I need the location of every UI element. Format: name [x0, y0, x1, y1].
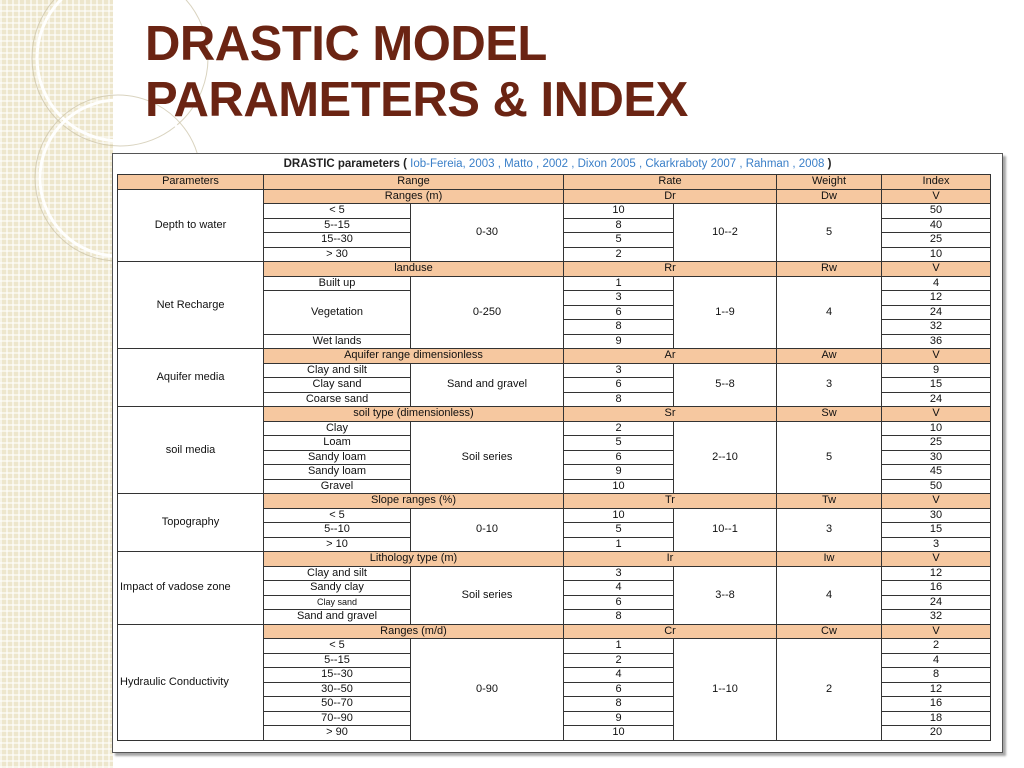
range-value: Vegetation: [264, 291, 411, 335]
group-range-header: landuse: [264, 262, 564, 277]
table-header-row: [118, 175, 991, 190]
index-value: 36: [882, 334, 991, 349]
range-value: 5--10: [264, 523, 411, 538]
rate-value: 10: [564, 204, 674, 219]
range-value: Sandy loam: [264, 465, 411, 480]
index-value: 40: [882, 218, 991, 233]
group-range-header: Ranges (m/d): [264, 624, 564, 639]
rate-range: 10--1: [674, 508, 777, 552]
weight-value: 2: [777, 639, 882, 741]
index-value: 12: [882, 566, 991, 581]
slide-title-line-2: PARAMETERS & INDEX: [145, 73, 688, 127]
group-weight-header: Dw: [777, 189, 882, 204]
parameter-name: Net Recharge: [118, 262, 264, 349]
rate-value: 9: [564, 465, 674, 480]
rate-range: 10--2: [674, 204, 777, 262]
group-weight-header: Cw: [777, 624, 882, 639]
group-index-header: V: [882, 494, 991, 509]
range-value: Sandy loam: [264, 450, 411, 465]
range-value: Clay and silt: [264, 363, 411, 378]
rate-value: 8: [564, 392, 674, 407]
range-value: Sandy clay: [264, 581, 411, 596]
group-header-row: [118, 494, 991, 509]
range-value: Clay and silt: [264, 566, 411, 581]
group-index-header: V: [882, 407, 991, 422]
rate-value: 3: [564, 291, 674, 306]
slide-title-line-1: DRASTIC MODEL: [145, 17, 547, 71]
index-value: 15: [882, 378, 991, 393]
index-value: 24: [882, 392, 991, 407]
parameter-name: Aquifer media: [118, 349, 264, 407]
rate-value: 5: [564, 233, 674, 248]
caption-suffix: ): [827, 158, 832, 170]
group-header-row: [118, 349, 991, 364]
col-header-weight: Weight: [777, 175, 882, 190]
rate-value: 10: [564, 508, 674, 523]
index-value: 50: [882, 479, 991, 494]
group-range-header: Aquifer range dimensionless: [264, 349, 564, 364]
drastic-table-image: [112, 153, 1003, 753]
rate-value: 9: [564, 334, 674, 349]
index-value: 2: [882, 639, 991, 654]
index-value: 32: [882, 320, 991, 335]
overall-range: 0-90: [411, 639, 564, 741]
range-value: < 5: [264, 639, 411, 654]
range-value: Clay sand: [264, 595, 411, 610]
caption-references: Iob-Fereia, 2003 , Matto , 2002 , Dixon 2005 , Ckarkraboty 2007 , Rahman , 2008: [410, 158, 825, 170]
index-value: 16: [882, 697, 991, 712]
index-value: 18: [882, 711, 991, 726]
index-value: 24: [882, 595, 991, 610]
weight-value: 5: [777, 204, 882, 262]
rate-value: 1: [564, 276, 674, 291]
slide-title: [145, 16, 688, 128]
group-index-header: V: [882, 189, 991, 204]
parameter-name: Hydraulic Conductivity: [118, 624, 264, 740]
index-value: 16: [882, 581, 991, 596]
group-range-header: Lithology type (m): [264, 552, 564, 567]
group-range-header: Ranges (m): [264, 189, 564, 204]
group-rate-header: Cr: [564, 624, 777, 639]
drastic-parameters-table: [117, 174, 991, 741]
range-value: < 5: [264, 204, 411, 219]
col-header-rate: Rate: [564, 175, 777, 190]
group-weight-header: Aw: [777, 349, 882, 364]
range-value: < 5: [264, 508, 411, 523]
parameter-name: soil media: [118, 407, 264, 494]
rate-value: 4: [564, 581, 674, 596]
rate-value: 6: [564, 595, 674, 610]
overall-range: 0-10: [411, 508, 564, 552]
range-value: > 30: [264, 247, 411, 262]
range-value: 30--50: [264, 682, 411, 697]
group-index-header: V: [882, 624, 991, 639]
table-caption: [113, 158, 1002, 170]
index-value: 9: [882, 363, 991, 378]
rate-range: 5--8: [674, 363, 777, 407]
group-weight-header: Sw: [777, 407, 882, 422]
rate-value: 2: [564, 421, 674, 436]
index-value: 20: [882, 726, 991, 741]
parameter-name: Depth to water: [118, 189, 264, 262]
rate-value: 5: [564, 436, 674, 451]
index-value: 10: [882, 421, 991, 436]
rate-range: 1--9: [674, 276, 777, 349]
rate-value: 8: [564, 218, 674, 233]
range-value: 50--70: [264, 697, 411, 712]
rate-value: 6: [564, 682, 674, 697]
index-value: 12: [882, 291, 991, 306]
parameter-name: Impact of vadose zone: [118, 552, 264, 625]
rate-value: 6: [564, 378, 674, 393]
range-value: Coarse sand: [264, 392, 411, 407]
group-index-header: V: [882, 552, 991, 567]
range-value: Loam: [264, 436, 411, 451]
group-weight-header: Iw: [777, 552, 882, 567]
rate-value: 3: [564, 363, 674, 378]
rate-range: 3--8: [674, 566, 777, 624]
index-value: 3: [882, 537, 991, 552]
range-value: 5--15: [264, 653, 411, 668]
index-value: 24: [882, 305, 991, 320]
group-rate-header: Ar: [564, 349, 777, 364]
weight-value: 4: [777, 566, 882, 624]
rate-value: 2: [564, 247, 674, 262]
group-rate-header: Tr: [564, 494, 777, 509]
index-value: 32: [882, 610, 991, 625]
group-header-row: [118, 624, 991, 639]
index-value: 4: [882, 276, 991, 291]
range-value: Gravel: [264, 479, 411, 494]
range-value: 15--30: [264, 668, 411, 683]
index-value: 15: [882, 523, 991, 538]
range-value: Sand and gravel: [264, 610, 411, 625]
overall-range: Soil series: [411, 566, 564, 624]
index-value: 45: [882, 465, 991, 480]
index-value: 4: [882, 653, 991, 668]
group-weight-header: Tw: [777, 494, 882, 509]
index-value: 30: [882, 508, 991, 523]
rate-value: 8: [564, 610, 674, 625]
rate-range: 2--10: [674, 421, 777, 494]
overall-range: 0-30: [411, 204, 564, 262]
range-value: > 10: [264, 537, 411, 552]
range-value: 15--30: [264, 233, 411, 248]
rate-range: 1--10: [674, 639, 777, 741]
index-value: 25: [882, 233, 991, 248]
col-header-parameters: Parameters: [118, 175, 264, 190]
group-range-header: Slope ranges (%): [264, 494, 564, 509]
index-value: 10: [882, 247, 991, 262]
group-index-header: V: [882, 262, 991, 277]
range-value: Wet lands: [264, 334, 411, 349]
range-value: 5--15: [264, 218, 411, 233]
rate-value: 2: [564, 653, 674, 668]
overall-range: Soil series: [411, 421, 564, 494]
col-header-index: Index: [882, 175, 991, 190]
rate-value: 5: [564, 523, 674, 538]
range-value: > 90: [264, 726, 411, 741]
group-weight-header: Rw: [777, 262, 882, 277]
group-header-row: [118, 552, 991, 567]
weight-value: 4: [777, 276, 882, 349]
group-rate-header: Rr: [564, 262, 777, 277]
rate-value: 10: [564, 479, 674, 494]
group-header-row: [118, 262, 991, 277]
range-value: Built up: [264, 276, 411, 291]
index-value: 25: [882, 436, 991, 451]
rate-value: 8: [564, 320, 674, 335]
rate-value: 8: [564, 697, 674, 712]
range-value: 70--90: [264, 711, 411, 726]
index-value: 30: [882, 450, 991, 465]
overall-range: Sand and gravel: [411, 363, 564, 407]
group-range-header: soil type (dimensionless): [264, 407, 564, 422]
group-header-row: [118, 189, 991, 204]
rate-value: 4: [564, 668, 674, 683]
weight-value: 3: [777, 508, 882, 552]
rate-value: 9: [564, 711, 674, 726]
rate-value: 6: [564, 305, 674, 320]
rate-value: 3: [564, 566, 674, 581]
weight-value: 3: [777, 363, 882, 407]
group-index-header: V: [882, 349, 991, 364]
group-rate-header: Ir: [564, 552, 777, 567]
index-value: 8: [882, 668, 991, 683]
rate-value: 1: [564, 537, 674, 552]
col-header-range: Range: [264, 175, 564, 190]
rate-value: 6: [564, 450, 674, 465]
group-header-row: [118, 407, 991, 422]
overall-range: 0-250: [411, 276, 564, 349]
parameter-name: Topography: [118, 494, 264, 552]
caption-prefix: DRASTIC parameters (: [283, 158, 407, 170]
range-value: Clay sand: [264, 378, 411, 393]
range-value: Clay: [264, 421, 411, 436]
index-value: 50: [882, 204, 991, 219]
index-value: 12: [882, 682, 991, 697]
group-rate-header: Sr: [564, 407, 777, 422]
weight-value: 5: [777, 421, 882, 494]
rate-value: 10: [564, 726, 674, 741]
group-rate-header: Dr: [564, 189, 777, 204]
rate-value: 1: [564, 639, 674, 654]
